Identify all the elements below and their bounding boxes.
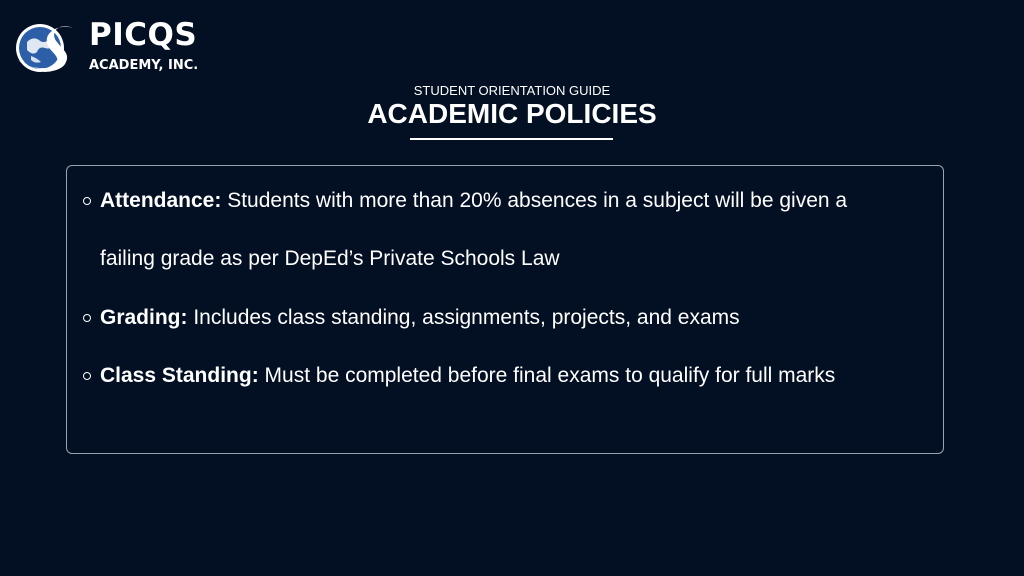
- policy-term: Grading:: [100, 306, 188, 329]
- policy-text: failing grade as per DepEd’s Private Schools Law: [100, 247, 560, 270]
- brand-name: PICQS: [89, 17, 198, 53]
- policy-grading: [100, 304, 740, 332]
- policy-class-standing: [100, 362, 835, 390]
- brand-subtitle: ACADEMY, INC.: [89, 58, 199, 73]
- globe-seal-icon: [15, 20, 83, 76]
- policy-attendance: [100, 187, 847, 215]
- policy-term: Attendance:: [100, 189, 222, 212]
- slide-kicker: STUDENT ORIENTATION GUIDE: [413, 83, 611, 98]
- policies-panel: [66, 165, 944, 454]
- policy-text: Must be completed before final exams to qualify for full marks: [264, 364, 836, 387]
- policy-attendance-continued: [100, 245, 560, 273]
- slide-title: ACADEMIC POLICIES: [367, 98, 657, 129]
- bullet-icon: [83, 197, 91, 205]
- policy-text: Includes class standing, assignments, projects, and exams: [193, 306, 740, 329]
- bullet-icon: [83, 372, 91, 380]
- bullet-icon: [83, 314, 91, 322]
- policy-term: Class Standing:: [100, 364, 259, 387]
- brand-logo: [15, 18, 215, 78]
- policy-text: Students with more than 20% absences in a subject will be given a: [227, 189, 848, 212]
- title-underline: [410, 138, 613, 140]
